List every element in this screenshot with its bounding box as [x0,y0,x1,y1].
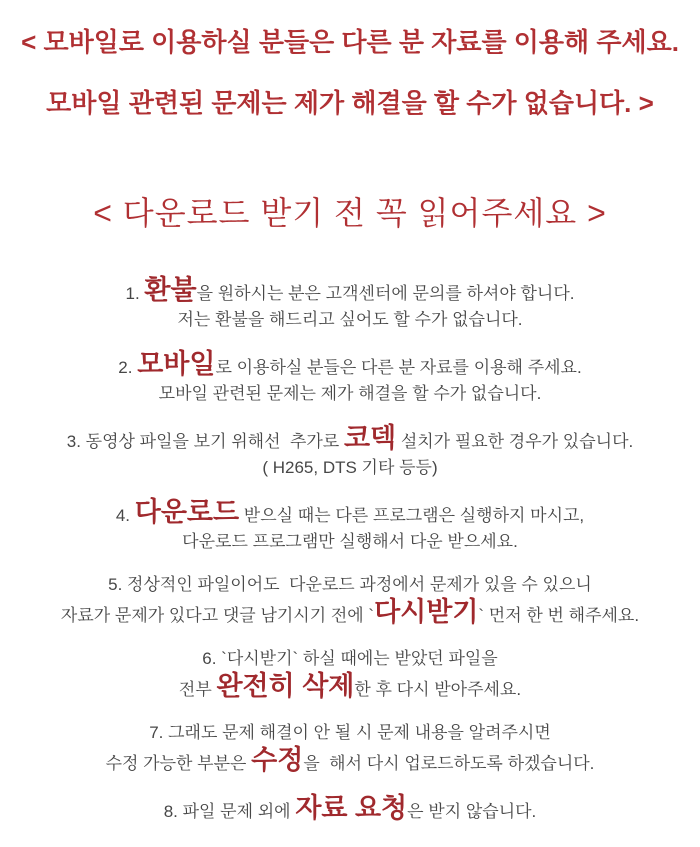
notice-text: 2. [118,358,138,378]
notice-text: 4. [115,506,135,526]
notice-line [10,720,690,746]
notice-text: 자료가 문제가 있다고 댓글 남기시기 전에 ` [60,605,375,625]
notice-item-7 [0,720,700,776]
notice-text: 을 원하시는 분은 고객센터에 문의를 하셔야 합니다. [196,284,575,304]
notice-text: 저는 환불을 해드리고 싶어도 할 수가 없습니다. [177,309,523,329]
notice-emphasis: 완전히 삭제 [216,670,355,701]
notice-line [10,529,690,555]
banner-line-2: 모바일 관련된 문제는 제가 해결을 할 수가 없습니다. > [46,87,654,118]
notice-list [0,276,700,825]
notice-emphasis: 환불 [144,275,197,306]
notice-text: 로 이용하실 분들은 다른 분 자료를 이용해 주세요. [215,358,582,378]
banner-line-1: < 모바일로 이용하실 분들은 다른 분 자료를 이용해 주세요. [21,27,679,57]
notice-emphasis: 코덱 [343,423,397,454]
notice-line [10,350,690,381]
notice-item-6 [0,646,700,702]
notice-item-3 [0,424,700,480]
notice-emphasis: 다운로드 [134,497,240,528]
notice-text: 5. 정상적인 파일이어도 다운로드 과정에서 문제가 있을 수 있으니 [108,575,592,595]
notice-text: 전부 [178,679,217,699]
notice-text: ` 먼저 한 번 해주세요. [478,605,640,625]
notice-item-4 [0,498,700,554]
notice-text: 다운로드 프로그램만 실행해서 다운 받으세요. [182,531,518,551]
notice-line [10,572,690,598]
notice-line [10,794,690,825]
notice-item-1 [0,276,700,332]
notice-text: 6. `다시받기` 하실 때에는 받았던 파일을 [202,649,498,669]
notice-emphasis: 모바일 [137,349,216,380]
notice-line [10,455,690,481]
notice-text: 3. 동영상 파일을 보기 위해선 추가로 [66,432,344,452]
notice-text: 수정 가능한 부분은 [105,753,252,773]
notice-emphasis: 자료 요청 [295,793,408,824]
notice-line [10,498,690,529]
notice-text: 7. 그래도 문제 해결이 안 될 시 문제 내용을 알려주시면 [149,723,551,743]
notice-text: 한 후 다시 받아주세요. [354,679,522,699]
notice-item-2 [0,350,700,406]
page-title: < 다운로드 받기 전 꼭 읽어주세요 > [93,194,607,231]
notice-line [10,307,690,333]
notice-text: 1. [125,284,145,304]
notice-line [10,424,690,455]
notice-text: 받으실 때는 다른 프로그램은 실행하지 마시고, [239,506,585,526]
notice-text: 모바일 관련된 문제는 제가 해결을 할 수가 없습니다. [158,383,542,403]
notice-line [10,276,690,307]
notice-emphasis: 수정 [251,744,304,775]
notice-text: 설치가 필요한 경우가 있습니다. [396,432,634,452]
notice-text: 8. 파일 문제 외에 [163,802,296,822]
notice-item-8 [0,794,700,825]
notice-item-5 [0,572,700,628]
notice-line [10,746,690,777]
mobile-warning-banner [0,26,700,121]
notice-text: 은 받지 않습니다. [407,802,537,822]
notice-line [10,646,690,672]
notice-emphasis: 다시받기 [374,596,479,627]
notice-line [10,598,690,629]
notice-line [10,672,690,703]
notice-line [10,381,690,407]
notice-text: ( H265, DTS 기타 등등) [262,457,438,477]
notice-text: 을 해서 다시 업로드하도록 하겠습니다. [303,753,595,773]
